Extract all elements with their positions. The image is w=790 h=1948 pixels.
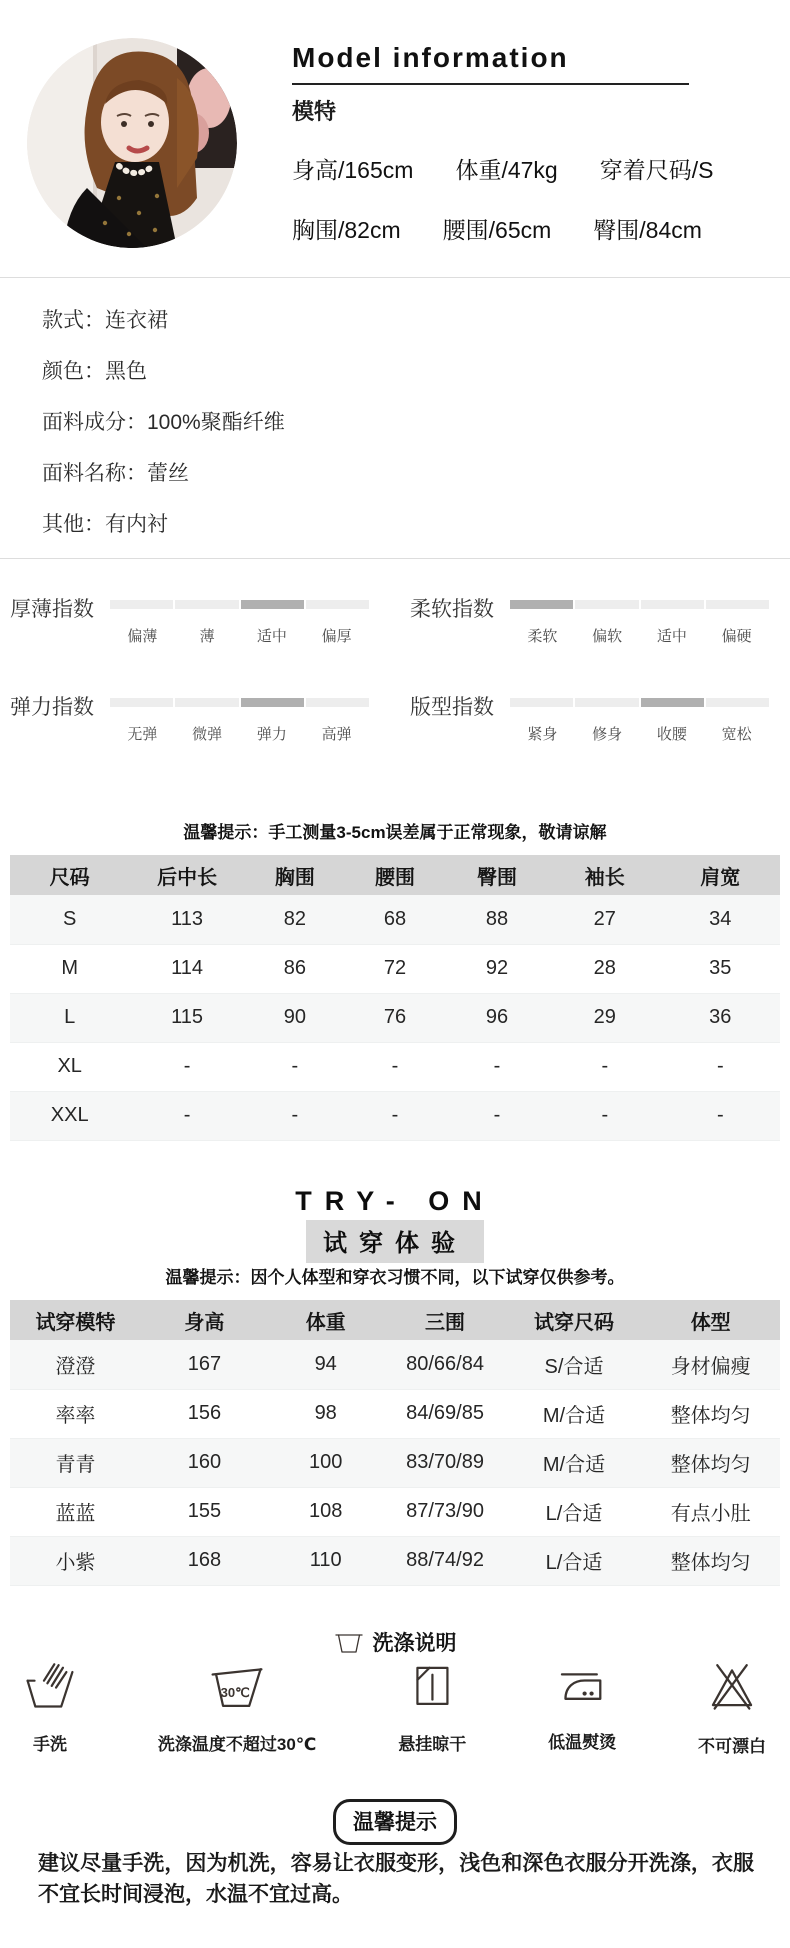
column-header: 尺码 <box>10 855 129 895</box>
column-header: 三围 <box>383 1300 506 1340</box>
product-attribute: 面料成分：100%聚酯纤维 <box>42 411 285 434</box>
fabric-index-segment <box>241 698 304 707</box>
table-cell: 108 <box>268 1487 384 1536</box>
table-header-row <box>10 855 780 895</box>
fabric-index-label: 高弹 <box>321 726 352 743</box>
table-cell: 小紫 <box>10 1536 141 1585</box>
column-header: 身高 <box>141 1300 268 1340</box>
fabric-index-label: 偏薄 <box>127 628 158 645</box>
model-stat: 胸围/82cm <box>292 217 401 243</box>
fabric-index-segment <box>306 600 369 609</box>
fabric-index-label: 适中 <box>256 628 287 645</box>
table-cell: 98 <box>268 1389 384 1438</box>
product-attribute: 面料名称：蕾丝 <box>42 462 189 485</box>
table-cell: 34 <box>661 895 780 944</box>
model-info-title: Model information <box>292 42 569 73</box>
table-cell: L/合适 <box>507 1487 642 1536</box>
tryon-title-zh: 试穿体验 <box>306 1220 484 1263</box>
model-stats-row-2 <box>292 212 772 245</box>
hang-dry-icon <box>408 1660 456 1710</box>
table-cell: S/合适 <box>507 1340 642 1389</box>
table-row <box>10 993 780 1042</box>
table-cell: 整体均匀 <box>641 1438 780 1487</box>
fabric-index-body <box>510 690 769 744</box>
fabric-index-segment <box>641 600 704 609</box>
fabric-index-segment <box>306 698 369 707</box>
table-cell: 整体均匀 <box>641 1389 780 1438</box>
table-cell: 92 <box>445 944 549 993</box>
product-attribute-list <box>42 295 285 550</box>
table-cell: 有点小肚 <box>641 1487 780 1536</box>
tryon-note: 温馨提示：因个人体型和穿衣习惯不同，以下试穿仅供参考。 <box>165 1268 625 1287</box>
fabric-index-label: 收腰 <box>656 726 687 743</box>
table-cell: - <box>345 1042 445 1091</box>
washing-instruction <box>398 1660 466 1757</box>
fabric-index-label: 宽松 <box>721 726 752 743</box>
washing-instruction-label: 不可漂白 <box>698 1737 766 1756</box>
fabric-index-name: 版型指数 <box>410 696 494 719</box>
wash-30c-icon <box>210 1660 264 1710</box>
fabric-index-bar <box>510 698 769 707</box>
wash-basin-icon <box>334 1630 364 1655</box>
iron-low-icon <box>555 1660 609 1708</box>
fabric-index-body <box>110 690 369 744</box>
table-cell: 87/73/90 <box>383 1487 506 1536</box>
no-bleach-icon <box>706 1660 758 1712</box>
fabric-index-labels <box>110 723 369 744</box>
table-cell: - <box>245 1042 345 1091</box>
table-cell: 35 <box>661 944 780 993</box>
table-cell: 84/69/85 <box>383 1389 506 1438</box>
table-cell: M/合适 <box>507 1438 642 1487</box>
fabric-index-bar <box>110 698 369 707</box>
tryon-table <box>10 1300 780 1586</box>
fabric-index-segment <box>510 600 573 609</box>
fabric-index-name: 柔软指数 <box>410 598 494 621</box>
column-header: 臀围 <box>445 855 549 895</box>
table-row <box>10 1438 780 1487</box>
table-cell: - <box>345 1091 445 1140</box>
table-row <box>10 895 780 944</box>
table-cell: 蓝蓝 <box>10 1487 141 1536</box>
table-cell: 身材偏瘦 <box>641 1340 780 1389</box>
fabric-index <box>0 592 395 646</box>
fabric-index-label: 弹力 <box>256 726 287 743</box>
column-header: 体重 <box>268 1300 384 1340</box>
fabric-index-segment <box>110 698 173 707</box>
product-attribute: 款式：连衣裙 <box>42 309 168 332</box>
fabric-index-grid <box>0 592 790 744</box>
model-stat: 臀围/84cm <box>593 217 702 243</box>
column-header: 袖长 <box>549 855 661 895</box>
model-info-subtitle: 模特 <box>292 99 337 124</box>
table-cell: 86 <box>245 944 345 993</box>
table-cell: 83/70/89 <box>383 1438 506 1487</box>
washing-instruction-label: 手洗 <box>33 1735 67 1754</box>
fabric-index-label: 紧身 <box>527 726 558 743</box>
fabric-index-segment <box>706 600 769 609</box>
column-header: 试穿模特 <box>10 1300 141 1340</box>
size-measure-note: 温馨提示：手工测量3-5cm误差属于正常现象，敬请谅解 <box>183 823 607 842</box>
table-cell: 27 <box>549 895 661 944</box>
washing-instruction <box>698 1660 766 1757</box>
fabric-index <box>395 592 790 646</box>
model-stat: 体重/47kg <box>455 157 558 183</box>
fabric-index <box>0 690 395 744</box>
table-cell: 110 <box>268 1536 384 1585</box>
table-cell: 整体均匀 <box>641 1536 780 1585</box>
fabric-index-bar <box>110 600 369 609</box>
column-header: 试穿尺码 <box>507 1300 642 1340</box>
table-row <box>10 1536 780 1585</box>
model-photo <box>27 38 237 248</box>
table-cell: 168 <box>141 1536 268 1585</box>
table-row <box>10 944 780 993</box>
fabric-index-segment <box>706 698 769 707</box>
model-stat: 身高/165cm <box>292 157 414 183</box>
table-header-row <box>10 1300 780 1340</box>
product-attribute: 颜色：黑色 <box>42 360 147 383</box>
fabric-index-body <box>110 592 369 646</box>
table-cell: 率率 <box>10 1389 141 1438</box>
column-header: 后中长 <box>129 855 245 895</box>
washing-instruction-label: 低温熨烫 <box>548 1733 617 1752</box>
table-cell: 113 <box>129 895 245 944</box>
table-cell: - <box>129 1042 245 1091</box>
table-cell: - <box>445 1042 549 1091</box>
warm-tip-text: 建议尽量手洗，因为机洗，容易让衣服变形，浅色和深色衣服分开洗涤，衣服不宜长时间浸泡，水温不宜过高。 <box>38 1852 754 1906</box>
washing-instruction <box>24 1660 76 1757</box>
table-cell: 36 <box>661 993 780 1042</box>
table-cell: 澄澄 <box>10 1340 141 1389</box>
product-attribute: 其他：有内衬 <box>42 513 168 536</box>
warm-tip-badge: 温馨提示 <box>333 1799 457 1845</box>
table-cell: XL <box>10 1042 129 1091</box>
table-cell: 90 <box>245 993 345 1042</box>
fabric-index-name: 弹力指数 <box>10 696 94 719</box>
washing-instruction-label: 悬挂晾干 <box>398 1735 467 1754</box>
table-row <box>10 1091 780 1140</box>
fabric-index-bar <box>510 600 769 609</box>
fabric-index-segment <box>175 698 238 707</box>
model-info-block <box>292 42 772 245</box>
table-cell: 96 <box>445 993 549 1042</box>
fabric-index <box>395 690 790 744</box>
fabric-index-label: 偏硬 <box>721 628 752 645</box>
table-cell: 29 <box>549 993 661 1042</box>
table-cell: - <box>661 1042 780 1091</box>
fabric-index-label: 微弹 <box>192 726 223 743</box>
table-row <box>10 1487 780 1536</box>
washing-instruction <box>548 1660 616 1757</box>
table-cell: 68 <box>345 895 445 944</box>
fabric-index-segment <box>575 698 638 707</box>
table-cell: - <box>549 1091 661 1140</box>
model-stats-row-1 <box>292 152 772 185</box>
table-row <box>10 1042 780 1091</box>
fabric-index-label: 偏厚 <box>321 628 352 645</box>
table-cell: 88/74/92 <box>383 1536 506 1585</box>
table-cell: 155 <box>141 1487 268 1536</box>
fabric-index-segment <box>175 600 238 609</box>
table-cell: - <box>445 1091 549 1140</box>
fabric-index-label: 薄 <box>199 628 215 645</box>
table-header-row <box>10 855 780 895</box>
fabric-index-label: 柔软 <box>527 628 558 645</box>
washing-title <box>0 1627 790 1657</box>
table-cell: 100 <box>268 1438 384 1487</box>
fabric-index-segment <box>241 600 304 609</box>
washing-instructions-row <box>24 1660 766 1757</box>
table-cell: 28 <box>549 944 661 993</box>
fabric-index-segment <box>110 600 173 609</box>
model-stat: 腰围/65cm <box>442 217 552 243</box>
fabric-index-name: 厚薄指数 <box>10 598 94 621</box>
table-cell: - <box>549 1042 661 1091</box>
fabric-index-labels <box>110 625 369 646</box>
section-divider <box>0 558 790 559</box>
table-cell: M <box>10 944 129 993</box>
table-cell: - <box>245 1091 345 1140</box>
column-header: 肩宽 <box>661 855 780 895</box>
table-cell: 76 <box>345 993 445 1042</box>
fabric-index-segment <box>641 698 704 707</box>
washing-title-label: 洗涤说明 <box>372 1632 457 1655</box>
size-chart-table <box>10 855 780 1141</box>
fabric-index-labels <box>510 625 769 646</box>
table-cell: 156 <box>141 1389 268 1438</box>
table-cell: S <box>10 895 129 944</box>
table-cell: 115 <box>129 993 245 1042</box>
table-cell: 72 <box>345 944 445 993</box>
fabric-index-label: 适中 <box>656 628 687 645</box>
washing-instruction-label: 洗涤温度不超过30℃ <box>157 1735 317 1754</box>
table-row <box>10 1340 780 1389</box>
fabric-index-body <box>510 592 769 646</box>
model-photo-illustration <box>27 38 237 248</box>
table-row <box>10 1389 780 1438</box>
table-cell: 94 <box>268 1340 384 1389</box>
table-cell: L <box>10 993 129 1042</box>
fabric-index-segment <box>575 600 638 609</box>
model-stat: 穿着尺码/S <box>599 157 714 183</box>
svg-text:30℃: 30℃ <box>220 1685 250 1701</box>
table-cell: 88 <box>445 895 549 944</box>
section-divider <box>0 277 790 278</box>
table-cell: M/合适 <box>507 1389 642 1438</box>
column-header: 胸围 <box>245 855 345 895</box>
table-cell: L/合适 <box>507 1536 642 1585</box>
fabric-index-labels <box>510 723 769 744</box>
table-cell: - <box>129 1091 245 1140</box>
table-cell: 114 <box>129 944 245 993</box>
fabric-index-segment <box>510 698 573 707</box>
title-underline <box>292 83 689 85</box>
table-cell: 80/66/84 <box>383 1340 506 1389</box>
fabric-index-label: 修身 <box>592 726 623 743</box>
table-cell: 82 <box>245 895 345 944</box>
table-cell: 167 <box>141 1340 268 1389</box>
hand-wash-icon <box>24 1660 76 1710</box>
table-cell: 青青 <box>10 1438 141 1487</box>
table-cell: XXL <box>10 1091 129 1140</box>
fabric-index-label: 偏软 <box>592 628 623 645</box>
washing-instruction <box>158 1660 317 1757</box>
table-cell: - <box>661 1091 780 1140</box>
column-header: 体型 <box>641 1300 780 1340</box>
table-cell: 160 <box>141 1438 268 1487</box>
tryon-title-en: TRY- ON <box>295 1186 495 1216</box>
fabric-index-label: 无弹 <box>127 726 158 743</box>
column-header: 腰围 <box>345 855 445 895</box>
table-header-row <box>10 1300 780 1340</box>
